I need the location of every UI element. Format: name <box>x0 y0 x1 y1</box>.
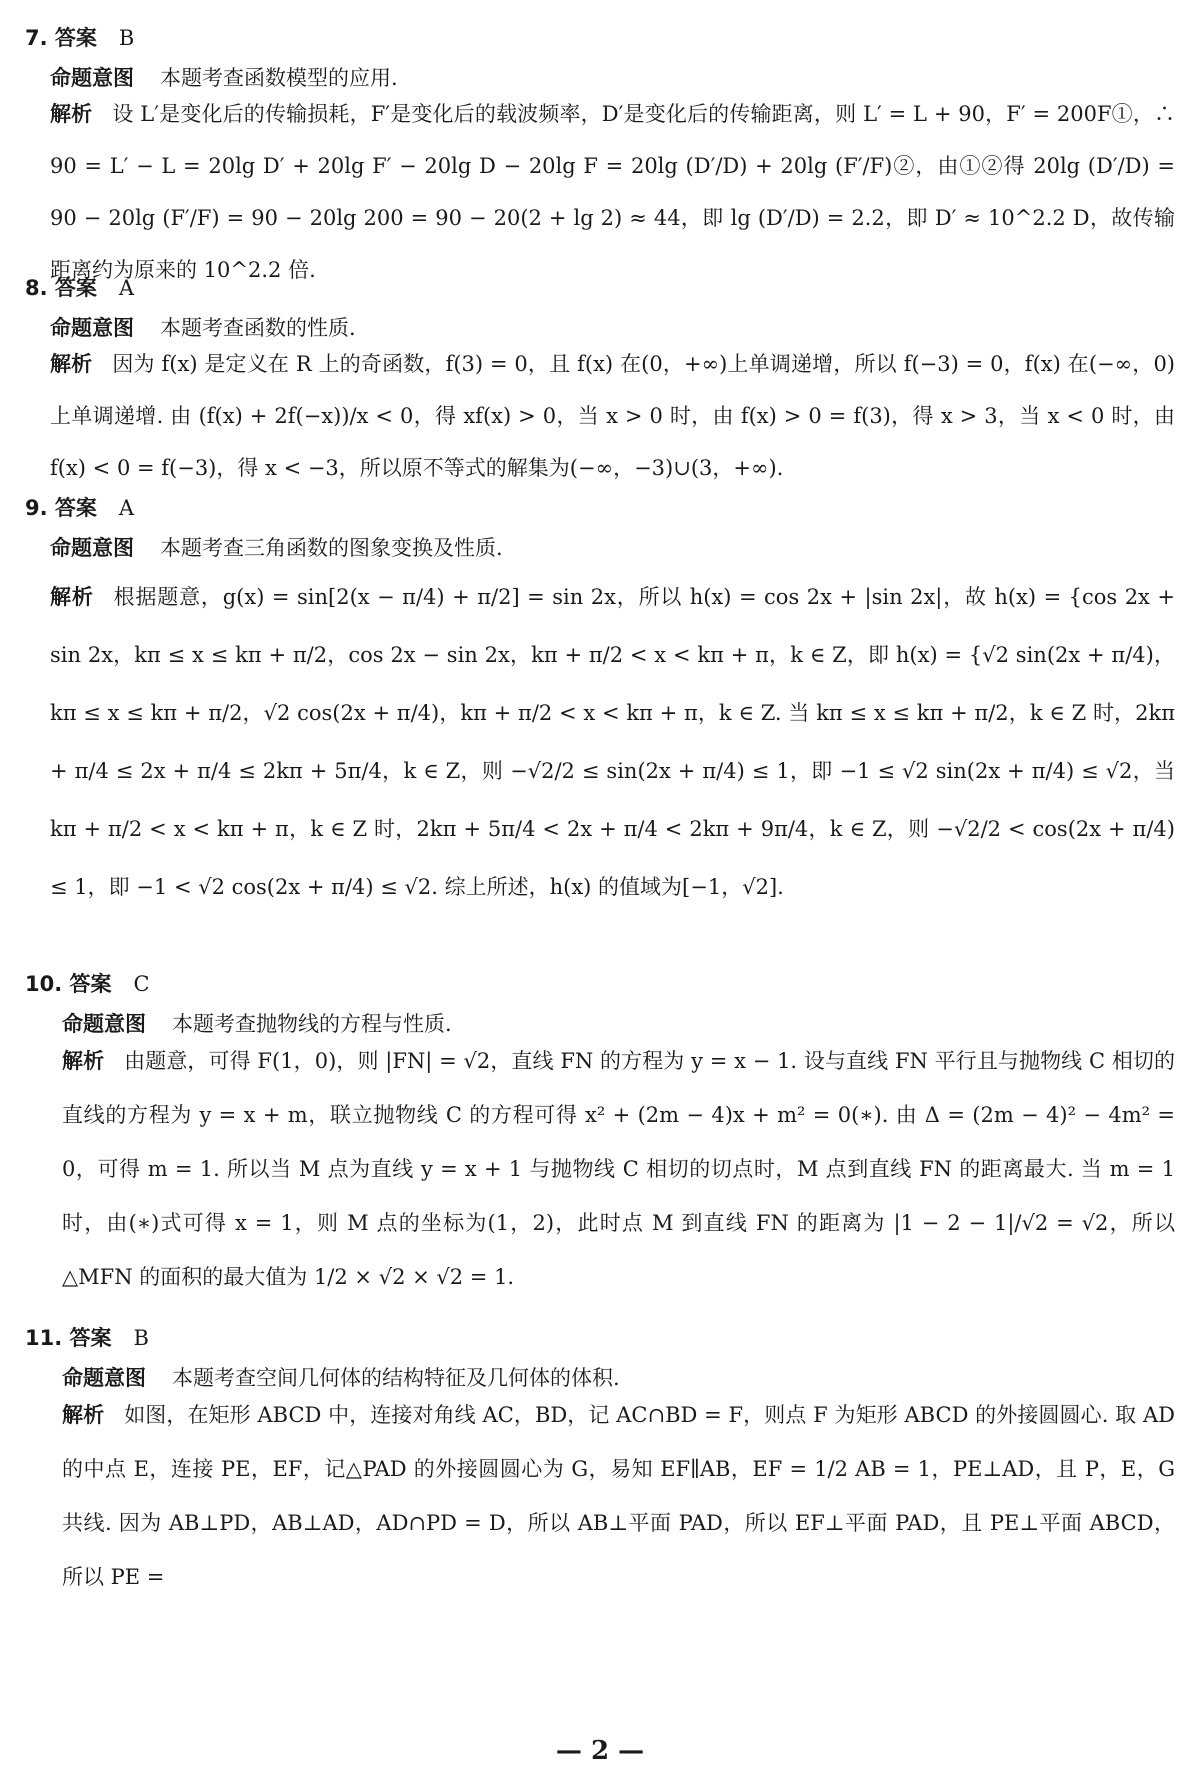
answer-value: C <box>133 972 150 996</box>
intent-line <box>50 532 503 562</box>
answer-line <box>25 1322 149 1352</box>
analysis-label: 解析 <box>50 102 93 126</box>
analysis-label: 解析 <box>62 1403 105 1427</box>
answer-label: 9. 答案 <box>25 496 97 520</box>
analysis-text: 设 L′是变化后的传输损耗，F′是变化后的载波频率，D′是变化后的传输距离，则 L′ = L + 90，F′ = 200F①，∴ 90 = L′ − L = 20lg D′ + 20lg F′ − 20lg D − 20lg F = 20lg (D′/D) + 20lg (F′/F)②，由①②得 20lg (D′/D) = 90 − 20lg (F′/F) = 90 − 20lg 200 = 90 − 20(2 + lg 2) ≈ 44，即 lg (D′/D) = 2.2，即 D′ ≈ 10^2.2 D，故传输距离约为原来的 10^2.2 倍. <box>50 102 1175 282</box>
intent-label: 命题意图 <box>62 1366 146 1390</box>
answer-line <box>25 968 150 998</box>
analysis-label: 解析 <box>50 585 94 609</box>
answer-label: 7. 答案 <box>25 26 97 50</box>
intent-label: 命题意图 <box>62 1012 146 1036</box>
answer-label: 10. 答案 <box>25 972 112 996</box>
analysis-text: 因为 f(x) 是定义在 R 上的奇函数，f(3) = 0，且 f(x) 在(0，+∞)上单调递增，所以 f(−3) = 0，f(x) 在(−∞，0)上单调递增. 由 (f(x) + 2f(−x))/x < 0，得 xf(x) > 0，当 x > 0 时，由 f(x) > 0 = f(3)，得 x > 3，当 x < 0 时，由 f(x) < 0 = f(−3)，得 x < −3，所以原不等式的解集为(−∞，−3)∪(3，+∞). <box>50 352 1175 480</box>
intent-text: 本题考查三角函数的图象变换及性质. <box>160 536 503 560</box>
intent-text: 本题考查空间几何体的结构特征及几何体的体积. <box>172 1366 620 1390</box>
analysis-label: 解析 <box>50 352 93 376</box>
answer-value: A <box>118 276 135 300</box>
answer-value: B <box>133 1326 149 1350</box>
intent-label: 命题意图 <box>50 66 134 90</box>
analysis-label: 解析 <box>62 1049 105 1073</box>
analysis-text: 如图，在矩形 ABCD 中，连接对角线 AC，BD，记 AC∩BD = F，则点 F 为矩形 ABCD 的外接圆圆心. 取 AD 的中点 E，连接 PE，EF，记△PAD 的外接圆圆心为 G，易知 EF∥AB，EF = 1/2 AB = 1，PE⊥AD，且 P，E，G 共线. 因为 AB⊥PD，AB⊥AD，AD∩PD = D，所以 AB⊥平面 PAD，所以 EF⊥平面 PAD，且 PE⊥平面 ABCD，所以 PE = <box>62 1403 1176 1589</box>
answer-line <box>25 22 134 52</box>
analysis-paragraph <box>62 1388 1175 1604</box>
page-number: — 2 — <box>555 1736 645 1766</box>
answer-value: B <box>118 26 135 50</box>
answer-label: 11. 答案 <box>25 1326 112 1350</box>
intent-text: 本题考查函数模型的应用. <box>160 66 398 90</box>
answer-line <box>25 272 134 302</box>
intent-text: 本题考查抛物线的方程与性质. <box>172 1012 452 1036</box>
answer-label: 8. 答案 <box>25 276 97 300</box>
analysis-paragraph <box>50 568 1175 916</box>
answer-line <box>25 492 134 522</box>
analysis-text: 根据题意，g(x) = sin[2(x − π/4) + π/2] = sin 2x，所以 h(x) = cos 2x + |sin 2x|，故 h(x) = {cos 2x + sin 2x，kπ ≤ x ≤ kπ + π/2，cos 2x − sin 2x，kπ + π/2 < x < kπ + π，k ∈ Z，即 h(x) = {√2 sin(2x + π/4)，kπ ≤ x ≤ kπ + π/2，√2 cos(2x + π/4)，kπ + π/2 < x < kπ + π，k ∈ Z. 当 kπ ≤ x ≤ kπ + π/2，k ∈ Z 时，2kπ + π/4 ≤ 2x + π/4 ≤ 2kπ + 5π/4，k ∈ Z，则 −√2/2 ≤ sin(2x + π/4) ≤ 1，即 −1 ≤ √2 sin(2x + π/4) ≤ √2，当 kπ + π/2 < x < kπ + π，k ∈ Z 时，2kπ + 5π/4 < 2x + π/4 < 2kπ + 9π/4，k ∈ Z，则 −√2/2 < cos(2x + π/4) ≤ 1，即 −1 < √2 cos(2x + π/4) ≤ √2. 综上所述，h(x) 的值域为[−1，√2]. <box>50 585 1175 899</box>
analysis-paragraph <box>50 88 1175 296</box>
intent-text: 本题考查函数的性质. <box>160 316 356 340</box>
answer-value: A <box>118 496 135 520</box>
intent-label: 命题意图 <box>50 316 134 340</box>
intent-label: 命题意图 <box>50 536 134 560</box>
analysis-paragraph <box>50 338 1175 494</box>
analysis-paragraph <box>62 1034 1175 1304</box>
analysis-text: 由题意，可得 F(1，0)，则 |FN| = √2，直线 FN 的方程为 y = x − 1. 设与直线 FN 平行且与抛物线 C 相切的直线的方程为 y = x + m，联立抛物线 C 的方程可得 x² + (2m − 4)x + m² = 0(∗). 由 Δ = (2m − 4)² − 4m² = 0，可得 m = 1. 所以当 M 点为直线 y = x + 1 与抛物线 C 相切的切点时，M 点到直线 FN 的距离最大. 当 m = 1 时，由(∗)式可得 x = 1，则 M 点的坐标为(1，2)，此时点 M 到直线 FN 的距离为 |1 − 2 − 1|/√2 = √2，所以△MFN 的面积的最大值为 1/2 × √2 × √2 = 1. <box>62 1049 1176 1289</box>
